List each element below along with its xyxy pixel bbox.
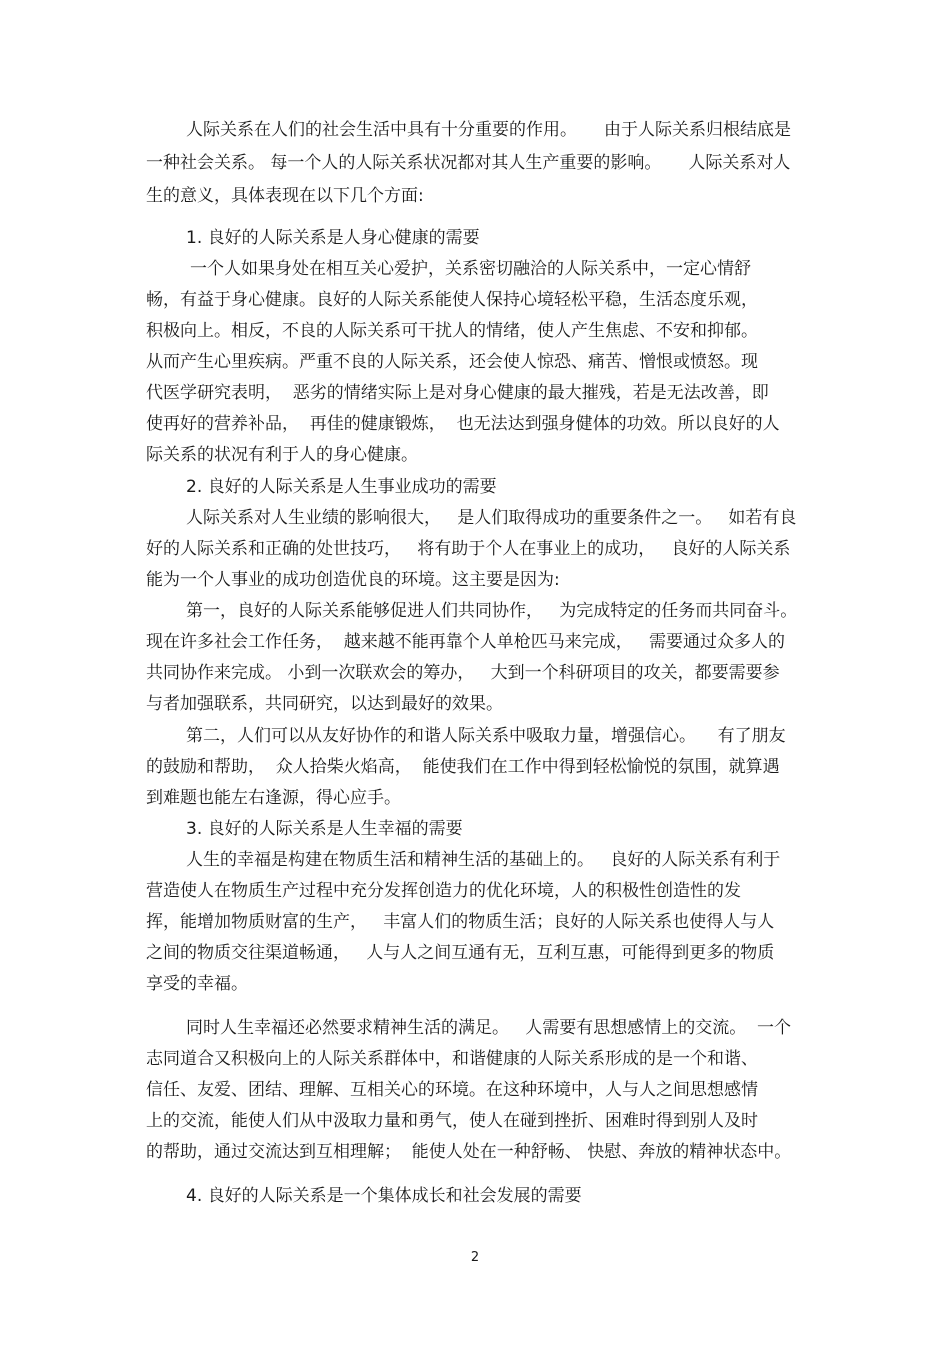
text-line: 第一，良好的人际关系能够促进人们共同协作， 为完成特定的任务而共同奋斗。 (186, 601, 798, 621)
text-line: 共同协作来完成。 小到一次联欢会的筹办， 大到一个科研项目的攻关，都要需要参 (146, 663, 780, 683)
text-line: 一个人如果身处在相互关心爱护，关系密切融洽的人际关系中，一定心情舒 (190, 259, 751, 279)
text-line: 上的交流，能使人们从中汲取力量和勇气，使人在碰到挫折、困难时得到别人及时 (146, 1111, 758, 1131)
text-line: 2. 良好的人际关系是人生事业成功的需要 (186, 477, 497, 497)
text-line: 生的意义，具体表现在以下几个方面: (146, 186, 424, 206)
text-line: 第二，人们可以从友好协作的和谐人际关系中吸取力量，增强信心。 有了朋友 (186, 726, 786, 746)
text-line: 的帮助，通过交流达到互相理解； 能使人处在一种舒畅、 快慰、奔放的精神状态中。 (146, 1142, 792, 1162)
text-line: 信任、友爱、团结、理解、互相关心的环境。在这种环境中，人与人之间思想感情 (146, 1080, 758, 1100)
text-line: 之间的物质交往渠道畅通， 人与人之间互通有无，互利互惠，可能得到更多的物质 (146, 943, 775, 963)
text-line: 积极向上。相反，不良的人际关系可干扰人的情绪，使人产生焦虑、不安和抑郁。 (146, 321, 758, 341)
text-line: 志同道合又积极向上的人际关系群体中，和谐健康的人际关系形成的是一个和谐、 (146, 1049, 758, 1069)
text-line: 同时人生幸福还必然要求精神生活的满足。 人需要有思想感情上的交流。 一个 (186, 1018, 792, 1038)
text-line: 与者加强联系，共同研究，以达到最好的效果。 (146, 694, 503, 714)
text-line: 能为一个人事业的成功创造优良的环境。这主要是因为: (146, 570, 560, 590)
text-line: 3. 良好的人际关系是人生幸福的需要 (186, 819, 463, 839)
page-number: 2 (470, 1250, 480, 1265)
text-line: 现在许多社会工作任务， 越来越不能再靠个人单枪匹马来完成， 需要通过众多人的 (146, 632, 786, 652)
text-line: 人际关系在人们的社会生活中具有十分重要的作用。 由于人际关系归根结底是 (186, 120, 792, 140)
text-line: 好的人际关系和正确的处世技巧， 将有助于个人在事业上的成功， 良好的人际关系 (146, 539, 791, 559)
text-line: 挥，能增加物质财富的生产， 丰富人们的物质生活；良好的人际关系也使得人与人 (146, 912, 775, 932)
text-line: 使再好的营养补品， 再佳的健康锻炼， 也无法达到强身健体的功效。所以良好的人 (146, 414, 780, 434)
text-line: 4. 良好的人际关系是一个集体成长和社会发展的需要 (186, 1186, 582, 1206)
text-line: 畅，有益于身心健康。良好的人际关系能使人保持心境轻松平稳，生活态度乐观， (146, 290, 758, 310)
text-line: 人生的幸福是构建在物质生活和精神生活的基础上的。 良好的人际关系有利于 (186, 850, 781, 870)
text-line: 的鼓励和帮助， 众人拾柴火焰高， 能使我们在工作中得到轻松愉悦的氛围，就算遇 (146, 757, 780, 777)
text-line: 一种社会关系。 每一个人的人际关系状况都对其人生产重要的影响。 人际关系对人 (146, 153, 791, 173)
text-line: 际关系的状况有利于人的身心健康。 (146, 445, 418, 465)
text-line: 到难题也能左右逢源，得心应手。 (146, 788, 401, 808)
text-line: 1. 良好的人际关系是人身心健康的需要 (186, 228, 480, 248)
text-line: 代医学研究表明， 恶劣的情绪实际上是对身心健康的最大摧残，若是无法改善，即 (146, 383, 769, 403)
text-line: 人际关系对人生业绩的影响很大， 是人们取得成功的重要条件之一。 如若有良 (186, 508, 797, 528)
text-line: 从而产生心里疾病。严重不良的人际关系，还会使人惊恐、痛苦、憎恨或愤怒。现 (146, 352, 758, 372)
text-line: 营造使人在物质生产过程中充分发挥创造力的优化环境，人的积极性创造性的发 (146, 881, 741, 901)
text-line: 享受的幸福。 (146, 974, 248, 994)
